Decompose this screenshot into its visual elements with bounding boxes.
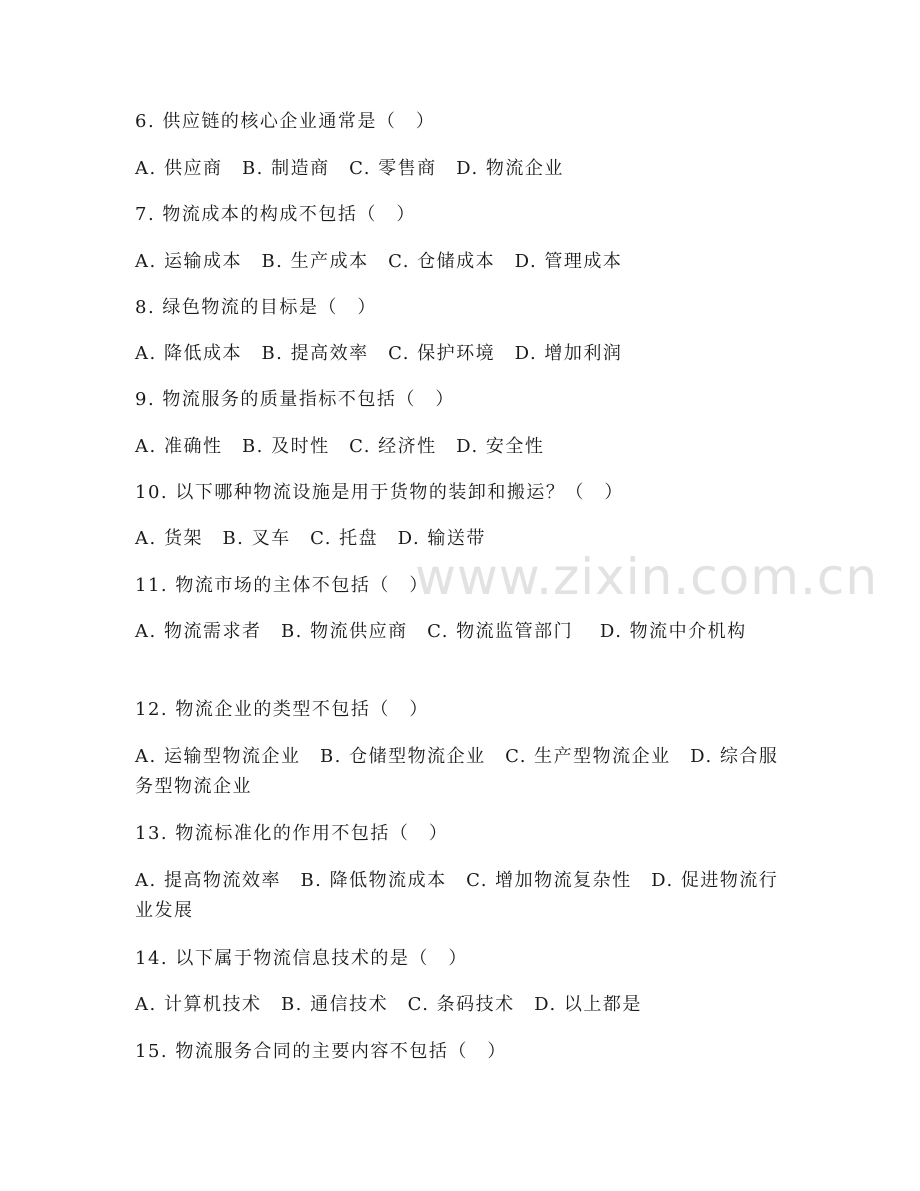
options-12: A. 运输型物流企业 B. 仓储型物流企业 C. 生产型物流企业 D. 综合服务型物流企业 bbox=[135, 746, 779, 797]
question-8: 8. 绿色物流的目标是（ ） bbox=[135, 297, 377, 318]
question-14: 14. 以下属于物流信息技术的是（ ） bbox=[135, 948, 468, 969]
watermark: www.zixin.com.cn bbox=[415, 548, 879, 606]
options-8: A. 降低成本 B. 提高效率 C. 保护环境 D. 增加利润 bbox=[135, 343, 623, 364]
options-7: A. 运输成本 B. 生产成本 C. 仓储成本 D. 管理成本 bbox=[135, 251, 623, 272]
question-15: 15. 物流服务合同的主要内容不包括（ ） bbox=[135, 1041, 507, 1062]
options-14: A. 计算机技术 B. 通信技术 C. 条码技术 D. 以上都是 bbox=[135, 994, 642, 1015]
options-10: A. 货架 B. 叉车 C. 托盘 D. 输送带 bbox=[135, 528, 486, 549]
question-9: 9. 物流服务的质量指标不包括（ ） bbox=[135, 389, 455, 410]
question-12: 12. 物流企业的类型不包括（ ） bbox=[135, 699, 429, 720]
question-7: 7. 物流成本的构成不包括（ ） bbox=[135, 204, 416, 225]
question-6: 6. 供应链的核心企业通常是（ ） bbox=[135, 111, 436, 132]
question-11: 11. 物流市场的主体不包括（ ） bbox=[135, 575, 429, 596]
options-11: A. 物流需求者 B. 物流供应商 C. 物流监管部门 D. 物流中介机构 bbox=[135, 621, 747, 642]
options-9: A. 准确性 B. 及时性 C. 经济性 D. 安全性 bbox=[135, 436, 545, 457]
options-13: A. 提高物流效率 B. 降低物流成本 C. 增加物流复杂性 D. 促进物流行业发展 bbox=[135, 870, 779, 921]
options-6: A. 供应商 B. 制造商 C. 零售商 D. 物流企业 bbox=[135, 158, 564, 179]
question-10: 10. 以下哪种物流设施是用于货物的装卸和搬运？（ ） bbox=[135, 482, 624, 503]
question-13: 13. 物流标准化的作用不包括（ ） bbox=[135, 823, 449, 844]
